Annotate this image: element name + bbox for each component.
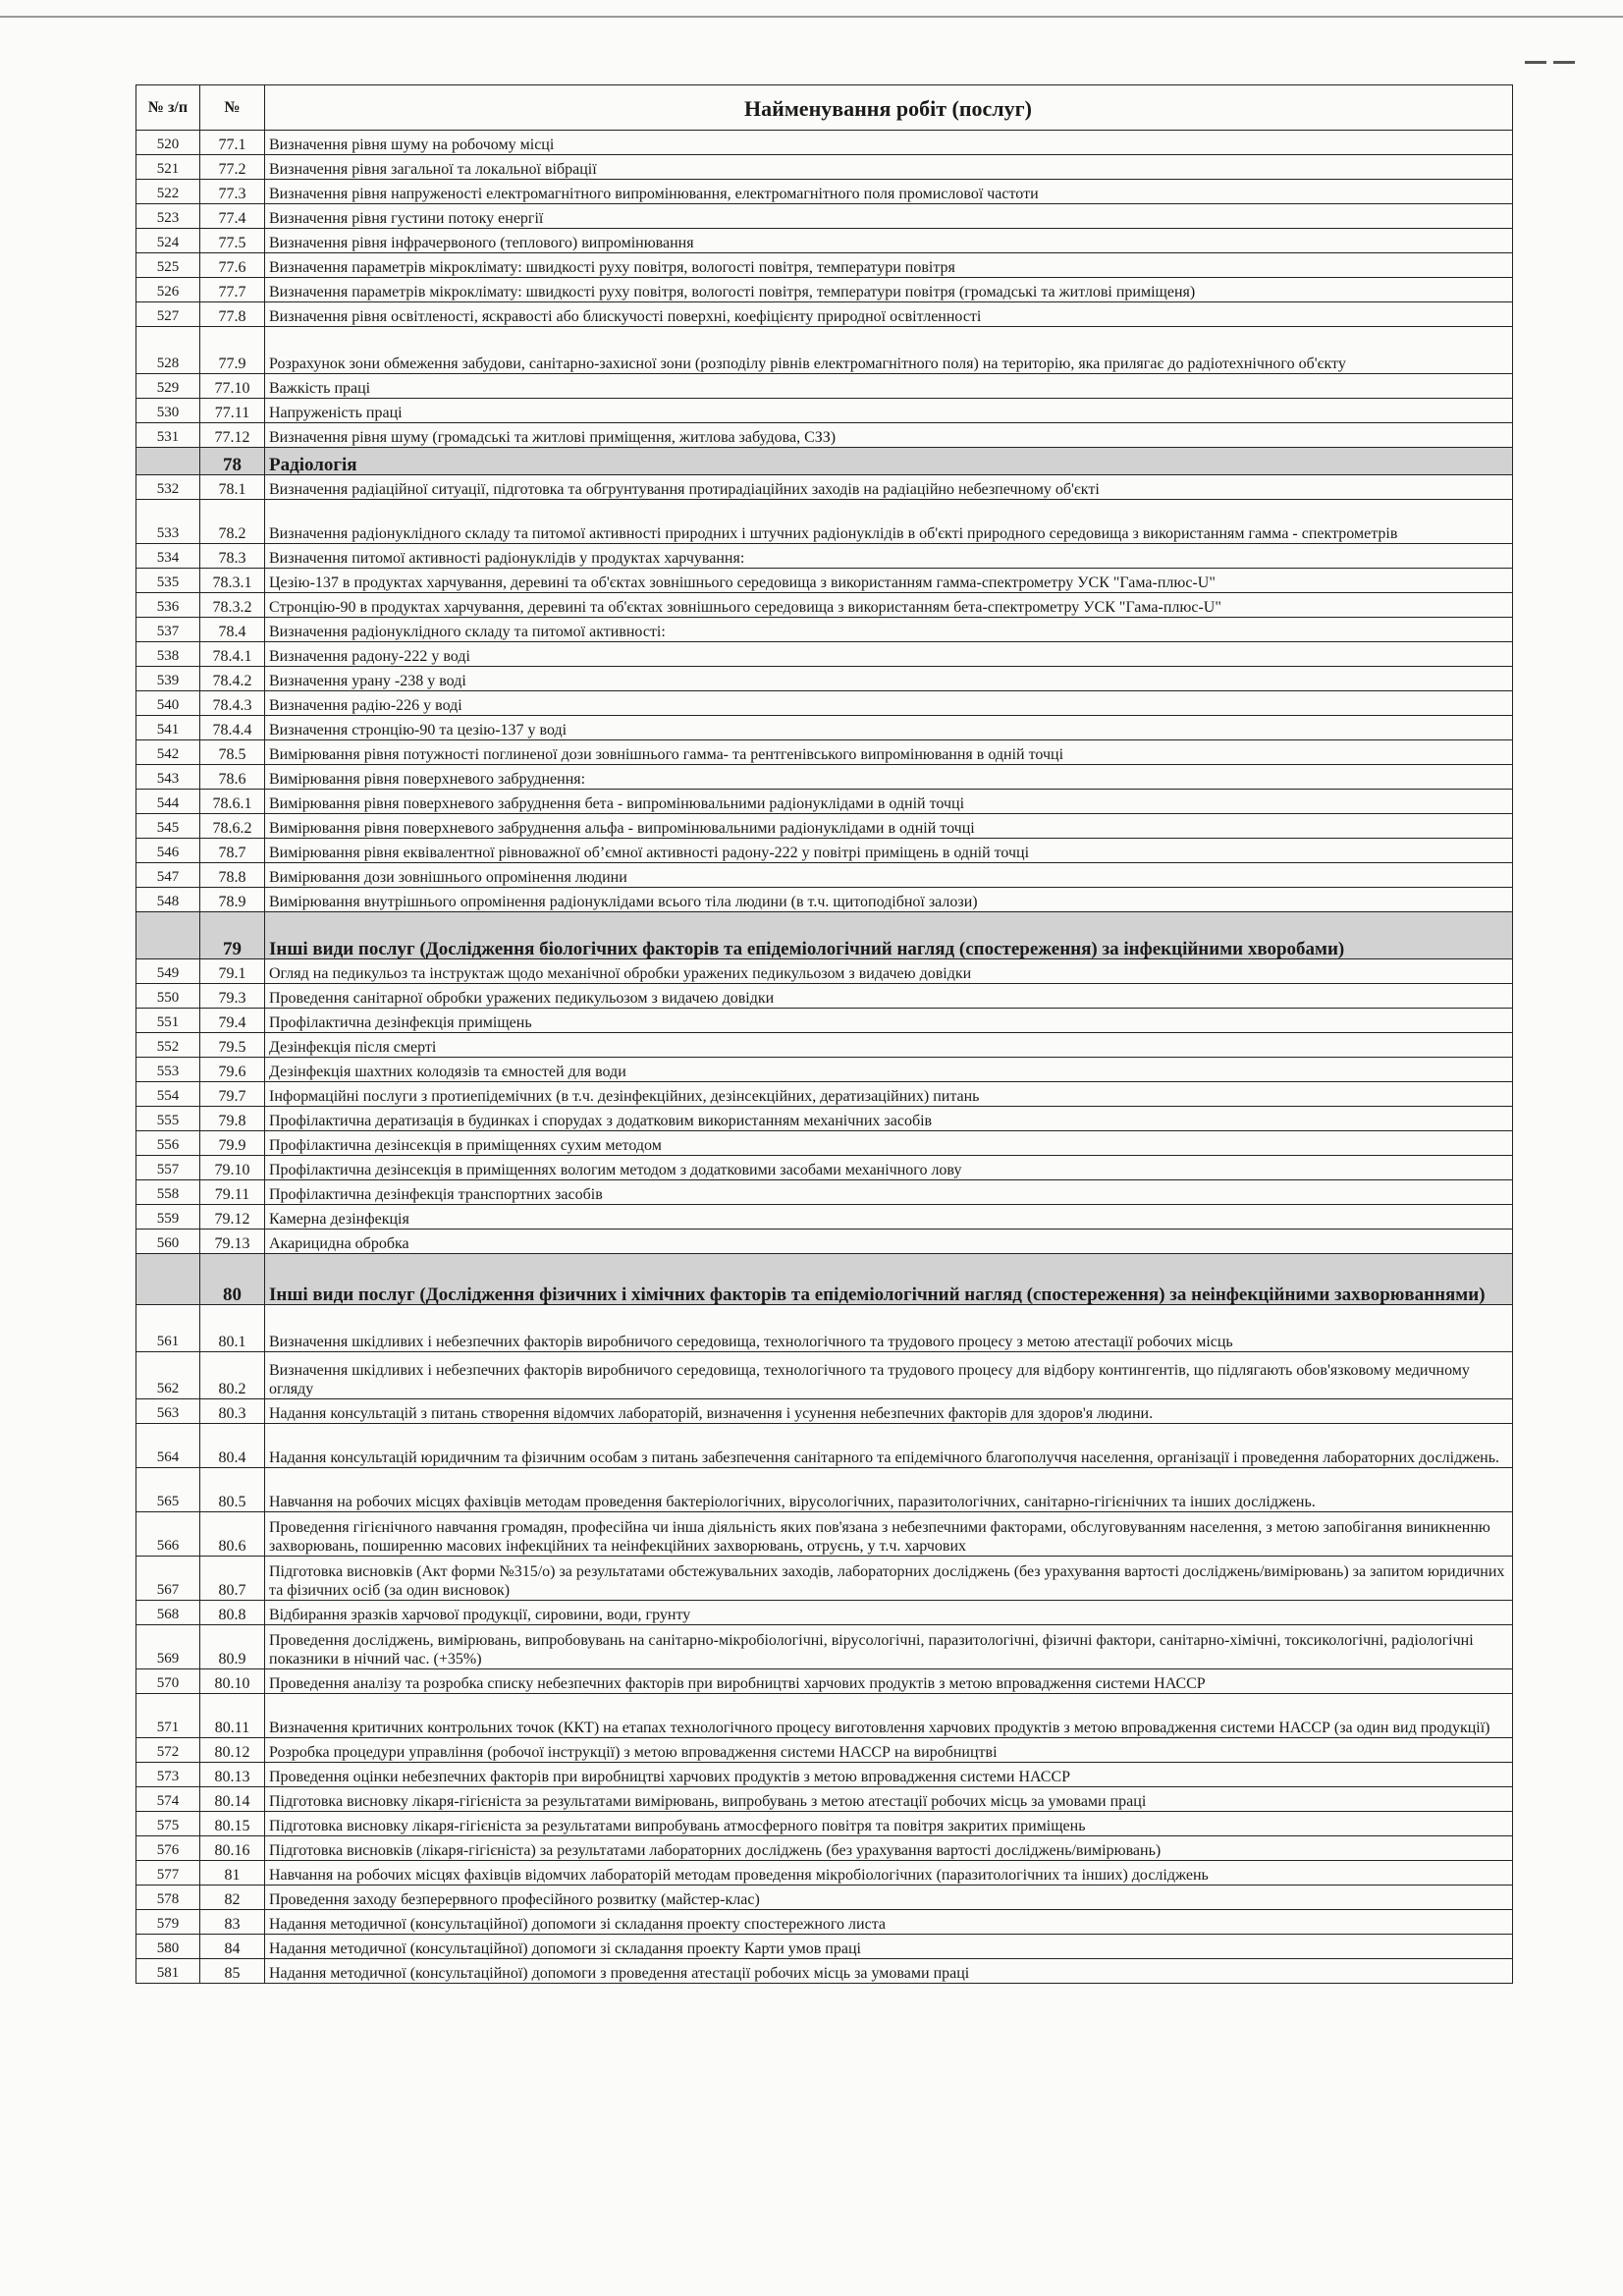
row-code-cell: 80.7 [200,1557,265,1601]
row-code-cell: 78.9 [200,888,265,912]
row-name-cell: Профілактична дезінсекція в приміщеннях вологим методом з додатковими засобами механічного лову [265,1156,1513,1180]
row-code-cell: 78.4.1 [200,642,265,667]
row-number-cell: 529 [136,374,200,399]
row-code-cell: 79.8 [200,1107,265,1131]
row-number-cell: 579 [136,1910,200,1935]
row-number-cell: 558 [136,1180,200,1205]
row-number-cell: 539 [136,667,200,691]
row-code-cell: 79.9 [200,1131,265,1156]
row-number-cell: 554 [136,1082,200,1107]
row-number-cell: 565 [136,1468,200,1512]
scan-mark [1525,61,1546,64]
row-name-cell: Визначення рівня інфрачервоного (теплового) випромінювання [265,229,1513,253]
table-row [136,1669,1513,1694]
row-number-cell [136,448,200,475]
row-code-cell: 84 [200,1935,265,1959]
row-number-cell: 520 [136,131,200,155]
row-name-cell: Визначення рівня загальної та локальної вібрації [265,155,1513,180]
row-number-cell: 522 [136,180,200,204]
row-code-cell: 80.11 [200,1694,265,1738]
row-code-cell: 80.9 [200,1625,265,1669]
row-number-cell: 572 [136,1738,200,1763]
row-number-cell: 555 [136,1107,200,1131]
scan-top-edge [0,16,1623,18]
price-list-document [135,84,1512,1984]
row-name-cell: Вимірювання рівня потужності поглиненої дози зовнішнього гамма- та рентгенівського випромінювання в одній точці [265,740,1513,765]
section-row [136,912,1513,959]
row-number-cell: 528 [136,327,200,374]
header-code: № [200,85,265,131]
header-num: № з/п [136,85,200,131]
table-row [136,1557,1513,1601]
row-number-cell: 538 [136,642,200,667]
row-name-cell: Визначення рівня шуму на робочому місці [265,131,1513,155]
row-code-cell: 78.6 [200,765,265,790]
table-row [136,1512,1513,1557]
table-row [136,1738,1513,1763]
row-number-cell: 557 [136,1156,200,1180]
table-row [136,327,1513,374]
row-name-cell: Визначення параметрів мікроклімату: швидкості руху повітря, вологості повітря, температури повітря (громадські та житлові приміщеня) [265,278,1513,302]
table-row [136,229,1513,253]
row-name-cell: Проведення гігієнічного навчання громадян, професійна чи інша діяльність яких пов'язана з небезпечними факторами, обслуговуванням населення, з метою запобігання виникненню захворювань, поширенню масових інфекційних та неінфекційних захворювань, отруєнь, у т.ч. харчових [265,1512,1513,1557]
row-code-cell: 83 [200,1910,265,1935]
row-number-cell: 570 [136,1669,200,1694]
row-name-cell: Проведення аналізу та розробка списку небезпечних факторів при виробництві харчових продуктів з метою впровадження системи НАССР [265,1669,1513,1694]
row-number-cell: 573 [136,1763,200,1787]
row-name-cell: Підготовка висновку лікаря-гігієніста за результатами вимірювань, випробувань з метою атестації робочих місць за умовами праці [265,1787,1513,1812]
row-name-cell: Визначення радіаційної ситуації, підготовка та обгрунтування протирадіаційних заходів на радіаційно небезпечному об'єкті [265,475,1513,500]
row-name-cell: Проведення оцінки небезпечних факторів при виробництві харчових продуктів з метою впровадження системи НАССР [265,1763,1513,1787]
table-row [136,399,1513,423]
row-number-cell: 576 [136,1836,200,1861]
row-name-cell: Інші види послуг (Дослідження фізичних і хімічних факторів та епідеміологічний нагляд (спостереження) за неінфекційними захворюваннями) [265,1254,1513,1305]
row-code-cell: 78.7 [200,839,265,863]
row-number-cell: 581 [136,1959,200,1984]
row-number-cell: 561 [136,1305,200,1352]
row-name-cell: Огляд на педикульоз та інструктаж щодо механічної обробки уражених педикульозом з видачею довідки [265,959,1513,984]
table-row [136,691,1513,716]
row-code-cell: 79.12 [200,1205,265,1230]
row-name-cell: Надання методичної (консультаційної) допомоги зі складання проекту Карти умов праці [265,1935,1513,1959]
row-number-cell: 577 [136,1861,200,1886]
table-row [136,888,1513,912]
row-name-cell: Вимірювання дози зовнішнього опромінення людини [265,863,1513,888]
row-name-cell: Надання методичної (консультаційної) допомоги зі складання проекту спостережного листа [265,1910,1513,1935]
row-code-cell: 77.11 [200,399,265,423]
row-number-cell [136,912,200,959]
table-row [136,1910,1513,1935]
table-row [136,278,1513,302]
row-number-cell: 551 [136,1009,200,1033]
row-name-cell: Дезінфекція шахтних колодязів та ємностей для води [265,1058,1513,1082]
table-row [136,1058,1513,1082]
row-code-cell: 77.5 [200,229,265,253]
row-code-cell: 78.4.4 [200,716,265,740]
table-row [136,1107,1513,1131]
row-code-cell: 79.13 [200,1230,265,1254]
row-number-cell: 527 [136,302,200,327]
table-row [136,204,1513,229]
row-number-cell: 564 [136,1424,200,1468]
row-name-cell: Підготовка висновків (лікаря-гігієніста) за результатами лабораторних досліджень (без урахування вартості досліджень/вимірювань) [265,1836,1513,1861]
table-row [136,959,1513,984]
row-code-cell: 80.13 [200,1763,265,1787]
row-number-cell: 550 [136,984,200,1009]
row-code-cell: 78.1 [200,475,265,500]
row-code-cell: 78 [200,448,265,475]
row-name-cell: Проведення досліджень, вимірювань, випробовувань на санітарно-мікробіологічні, вірусологічні, паразитологічні, фізичні фактори, санітарно-хімічні, токсикологічні, радіологічні показники в нічний час. (+35%) [265,1625,1513,1669]
row-name-cell: Визначення радону-222 у воді [265,642,1513,667]
row-name-cell: Визначення критичних контрольних точок (ККТ) на етапах технологічного процесу виготовлення харчових продуктів з метою впровадження системи НАССР (за один вид продукції) [265,1694,1513,1738]
scan-mark [1553,61,1575,64]
row-code-cell: 79.6 [200,1058,265,1082]
row-number-cell: 547 [136,863,200,888]
row-code-cell: 77.2 [200,155,265,180]
row-code-cell: 79 [200,912,265,959]
table-row [136,1009,1513,1033]
table-row [136,1156,1513,1180]
table-row [136,500,1513,544]
table-row [136,1468,1513,1512]
row-number-cell: 546 [136,839,200,863]
row-name-cell: Радіологія [265,448,1513,475]
row-code-cell: 79.5 [200,1033,265,1058]
row-name-cell: Проведення заходу безперервного професійного розвитку (майстер-клас) [265,1886,1513,1910]
table-row [136,423,1513,448]
table-row [136,1625,1513,1669]
row-code-cell: 80.6 [200,1512,265,1557]
row-number-cell: 542 [136,740,200,765]
row-name-cell: Розробка процедури управління (робочої інструкції) з метою впровадження системи НАССР на виробництві [265,1738,1513,1763]
table-header-row [136,85,1513,131]
row-name-cell: Інші види послуг (Дослідження біологічних факторів та епідеміологічний нагляд (спостереження) за інфекційними хворобами) [265,912,1513,959]
row-code-cell: 80.14 [200,1787,265,1812]
row-code-cell: 80.16 [200,1836,265,1861]
row-name-cell: Розрахунок зони обмеження забудови, санітарно-захисної зони (розподілу рівнів електромагнітного поля) на територію, яка прилягає до радіотехнічного об'єкту [265,327,1513,374]
table-row [136,667,1513,691]
table-row [136,1230,1513,1254]
row-name-cell: Визначення рівня освітленості, яскравості або блискучості поверхні, коефіцієнту природної освітленності [265,302,1513,327]
row-number-cell: 540 [136,691,200,716]
table-row [136,1424,1513,1468]
row-number-cell: 553 [136,1058,200,1082]
table-row [136,642,1513,667]
table-row [136,1861,1513,1886]
table-row [136,155,1513,180]
row-code-cell: 80.10 [200,1669,265,1694]
row-name-cell: Визначення шкідливих і небезпечних факторів виробничого середовища, технологічного та трудового процесу для відбору контингентів, що підлягають обов'язковому медичному огляду [265,1352,1513,1399]
row-code-cell: 79.4 [200,1009,265,1033]
row-code-cell: 78.5 [200,740,265,765]
row-code-cell: 81 [200,1861,265,1886]
row-name-cell: Визначення рівня густини потоку енергії [265,204,1513,229]
table-row [136,984,1513,1009]
row-number-cell: 569 [136,1625,200,1669]
row-code-cell: 78.6.1 [200,790,265,814]
row-number-cell: 575 [136,1812,200,1836]
row-code-cell: 77.4 [200,204,265,229]
table-row [136,740,1513,765]
row-name-cell: Важкість праці [265,374,1513,399]
row-number-cell: 523 [136,204,200,229]
row-name-cell: Вимірювання внутрішнього опромінення радіонуклідами всього тіла людини (в т.ч. щитоподібної залози) [265,888,1513,912]
table-row [136,1082,1513,1107]
row-code-cell: 77.6 [200,253,265,278]
table-row [136,790,1513,814]
row-number-cell: 531 [136,423,200,448]
table-row [136,863,1513,888]
table-row [136,1886,1513,1910]
row-code-cell: 80.15 [200,1812,265,1836]
row-code-cell: 78.3 [200,544,265,569]
row-number-cell: 524 [136,229,200,253]
row-number-cell: 567 [136,1557,200,1601]
row-code-cell: 77.8 [200,302,265,327]
table-row [136,1959,1513,1984]
row-name-cell: Підготовка висновків (Акт форми №315/о) за результатами обстежувальних заходів, лабораторних досліджень (без урахування вартості досліджень/вимірювань) за запитом юридичних та фізичних осіб (за один висновок) [265,1557,1513,1601]
table-row [136,569,1513,593]
row-number-cell: 566 [136,1512,200,1557]
row-number-cell: 559 [136,1205,200,1230]
row-name-cell: Підготовка висновку лікаря-гігієніста за результатами випробувань атмосферного повітря та повітря закритих приміщень [265,1812,1513,1836]
table-body [136,131,1513,1984]
row-name-cell: Визначення стронцію-90 та цезію-137 у воді [265,716,1513,740]
row-number-cell: 562 [136,1352,200,1399]
table-row [136,814,1513,839]
table-row [136,253,1513,278]
row-number-cell: 543 [136,765,200,790]
table-row [136,180,1513,204]
row-code-cell: 82 [200,1886,265,1910]
table-row [136,1352,1513,1399]
table-row [136,593,1513,618]
row-code-cell: 77.1 [200,131,265,155]
row-name-cell: Визначення рівня шуму (громадські та житлові приміщення, житлова забудова, СЗЗ) [265,423,1513,448]
row-number-cell: 525 [136,253,200,278]
row-number-cell: 533 [136,500,200,544]
row-code-cell: 85 [200,1959,265,1984]
row-number-cell: 552 [136,1033,200,1058]
row-name-cell: Відбирання зразків харчової продукції, сировини, води, грунту [265,1601,1513,1625]
row-code-cell: 78.3.2 [200,593,265,618]
row-name-cell: Акарицидна обробка [265,1230,1513,1254]
row-code-cell: 77.9 [200,327,265,374]
row-name-cell: Камерна дезінфекція [265,1205,1513,1230]
header-name: Найменування робіт (послуг) [265,85,1513,131]
table-row [136,1694,1513,1738]
row-code-cell: 77.12 [200,423,265,448]
row-code-cell: 79.10 [200,1156,265,1180]
row-number-cell: 534 [136,544,200,569]
table-row [136,618,1513,642]
table-row [136,765,1513,790]
row-number-cell: 574 [136,1787,200,1812]
row-number-cell: 560 [136,1230,200,1254]
row-code-cell: 79.1 [200,959,265,984]
table-row [136,1399,1513,1424]
row-number-cell: 563 [136,1399,200,1424]
row-number-cell: 549 [136,959,200,984]
row-number-cell [136,1254,200,1305]
row-code-cell: 80.4 [200,1424,265,1468]
row-name-cell: Напруженість праці [265,399,1513,423]
row-number-cell: 544 [136,790,200,814]
row-number-cell: 578 [136,1886,200,1910]
row-name-cell: Дезінфекція після смерті [265,1033,1513,1058]
table-row [136,544,1513,569]
table-row [136,1305,1513,1352]
row-name-cell: Профілактична дезінсекція в приміщеннях сухим методом [265,1131,1513,1156]
table-row [136,475,1513,500]
row-name-cell: Стронцію-90 в продуктах харчування, деревині та об'єктах зовнішнього середовища з використанням бета-спектрометру УСК "Гама-плюс-U" [265,593,1513,618]
row-code-cell: 80.8 [200,1601,265,1625]
row-name-cell: Визначення питомої активності радіонуклідів у продуктах харчування: [265,544,1513,569]
row-name-cell: Проведення санітарної обробки уражених педикульозом з видачею довідки [265,984,1513,1009]
row-code-cell: 78.8 [200,863,265,888]
row-name-cell: Інформаційні послуги з протиепідемічних (в т.ч. дезінфекційних, дезінсекційних, дератизаційних) питань [265,1082,1513,1107]
table-row [136,1180,1513,1205]
row-code-cell: 78.2 [200,500,265,544]
table-row [136,1836,1513,1861]
table-row [136,1601,1513,1625]
section-row [136,448,1513,475]
row-name-cell: Цезію-137 в продуктах харчування, деревині та об'єктах зовнішнього середовища з використанням гамма-спектрометру УСК "Гама-плюс-U" [265,569,1513,593]
row-name-cell: Визначення радіонуклідного складу та питомої активності: [265,618,1513,642]
row-number-cell: 545 [136,814,200,839]
row-code-cell: 80.1 [200,1305,265,1352]
table-row [136,1935,1513,1959]
row-name-cell: Надання консультацій юридичним та фізичним особам з питань забезпечення санітарного та епідемічного благополуччя населення, організації і проведення лабораторних досліджень. [265,1424,1513,1468]
row-number-cell: 530 [136,399,200,423]
row-code-cell: 79.3 [200,984,265,1009]
row-code-cell: 77.10 [200,374,265,399]
row-name-cell: Надання методичної (консультаційної) допомоги з проведення атестації робочих місць за умовами праці [265,1959,1513,1984]
row-name-cell: Вимірювання рівня еквівалентної рівноважної об’ємної активності радону-222 у повітрі приміщень в одній точці [265,839,1513,863]
row-name-cell: Вимірювання рівня поверхневого забруднення альфа - випромінювальними радіонуклідами в одній точці [265,814,1513,839]
row-code-cell: 80 [200,1254,265,1305]
table-row [136,131,1513,155]
row-name-cell: Визначення урану -238 у воді [265,667,1513,691]
row-number-cell: 532 [136,475,200,500]
row-number-cell: 548 [136,888,200,912]
row-name-cell: Визначення параметрів мікроклімату: швидкості руху повітря, вологості повітря, температури повітря [265,253,1513,278]
row-code-cell: 78.4 [200,618,265,642]
row-name-cell: Визначення радію-226 у воді [265,691,1513,716]
row-number-cell: 521 [136,155,200,180]
row-number-cell: 568 [136,1601,200,1625]
services-table [135,84,1513,1984]
row-number-cell: 556 [136,1131,200,1156]
row-code-cell: 77.3 [200,180,265,204]
table-row [136,1763,1513,1787]
table-row [136,716,1513,740]
row-number-cell: 536 [136,593,200,618]
table-row [136,839,1513,863]
row-code-cell: 78.6.2 [200,814,265,839]
row-name-cell: Надання консультацій з питань створення відомчих лабораторій, визначення і усунення небезпечних факторів для здоров'я людини. [265,1399,1513,1424]
row-code-cell: 78.4.2 [200,667,265,691]
table-row [136,1787,1513,1812]
row-code-cell: 80.2 [200,1352,265,1399]
row-number-cell: 537 [136,618,200,642]
row-number-cell: 580 [136,1935,200,1959]
table-row [136,374,1513,399]
row-name-cell: Навчання на робочих місцях фахівців відомчих лабораторій методам проведення мікробіологічних (паразитологічних та інших) досліджень [265,1861,1513,1886]
row-number-cell: 526 [136,278,200,302]
row-code-cell: 78.3.1 [200,569,265,593]
row-code-cell: 80.3 [200,1399,265,1424]
row-name-cell: Вимірювання рівня поверхневого забруднення бета - випромінювальними радіонуклідами в одній точці [265,790,1513,814]
row-code-cell: 80.12 [200,1738,265,1763]
row-code-cell: 80.5 [200,1468,265,1512]
row-name-cell: Визначення рівня напруженості електромагнітного випромінювання, електромагнітного поля промислової частоти [265,180,1513,204]
row-code-cell: 79.11 [200,1180,265,1205]
row-name-cell: Профілактична дератизація в будинках і спорудах з додатковим використанням механічних засобів [265,1107,1513,1131]
row-name-cell: Визначення шкідливих і небезпечних факторів виробничого середовища, технологічного та трудового процесу з метою атестації робочих місць [265,1305,1513,1352]
row-code-cell: 79.7 [200,1082,265,1107]
table-row [136,1033,1513,1058]
section-row [136,1254,1513,1305]
table-row [136,1812,1513,1836]
row-code-cell: 77.7 [200,278,265,302]
row-number-cell: 541 [136,716,200,740]
row-code-cell: 78.4.3 [200,691,265,716]
table-row [136,1205,1513,1230]
row-name-cell: Профілактична дезінфекція транспортних засобів [265,1180,1513,1205]
row-number-cell: 535 [136,569,200,593]
table-row [136,1131,1513,1156]
row-name-cell: Визначення радіонуклідного складу та питомої активності природних і штучних радіонуклідів в об'єкті природного середовища з використанням гамма - спектрометрів [265,500,1513,544]
row-name-cell: Навчання на робочих місцях фахівців методам проведення бактеріологічних, вірусологічних, паразитологічних, санітарно-гігієнічних та інших досліджень. [265,1468,1513,1512]
table-row [136,302,1513,327]
row-name-cell: Вимірювання рівня поверхневого забруднення: [265,765,1513,790]
row-name-cell: Профілактична дезінфекція приміщень [265,1009,1513,1033]
row-number-cell: 571 [136,1694,200,1738]
